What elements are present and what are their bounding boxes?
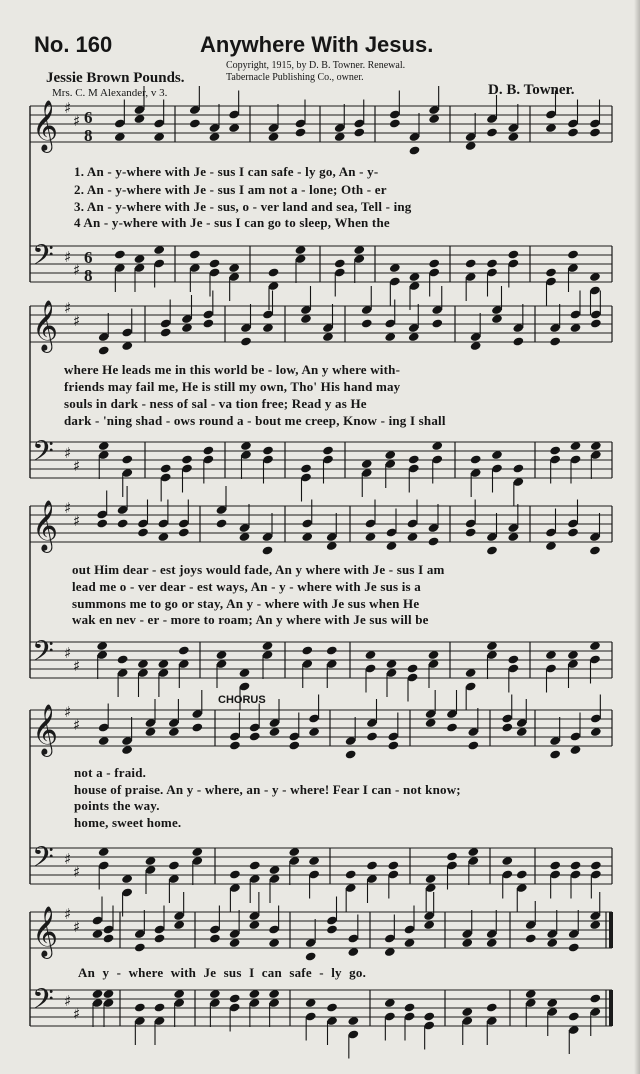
notehead (326, 1002, 338, 1012)
lyric-line: wak en nev - er - more to roam; An y where with Je sus will be (72, 612, 429, 627)
notehead (121, 454, 133, 464)
notehead (467, 740, 479, 750)
notehead (134, 942, 146, 952)
notehead (409, 145, 421, 155)
notehead (345, 869, 357, 879)
notehead (525, 933, 537, 943)
notehead (268, 267, 280, 277)
sharp-icon: ♯ (64, 299, 72, 317)
notehead (191, 722, 203, 732)
notehead (516, 869, 528, 879)
arranger-credit: Mrs. C. M Alexander, v 3. (52, 87, 168, 99)
notehead (549, 445, 561, 455)
bass-clef-icon: 𝄢 (32, 435, 54, 475)
sharp-icon: ♯ (64, 992, 72, 1010)
notehead (229, 869, 241, 879)
notehead (262, 545, 274, 555)
notehead (501, 722, 513, 732)
notehead (428, 258, 440, 268)
notehead (137, 527, 149, 537)
bass-clef-icon: 𝄢 (32, 635, 54, 675)
sharp-icon: ♯ (73, 261, 81, 279)
notehead (249, 860, 261, 870)
notehead (570, 860, 582, 870)
notehead (387, 740, 399, 750)
notehead (334, 258, 346, 268)
notehead (549, 336, 561, 346)
notehead (240, 336, 252, 346)
notehead (181, 454, 193, 464)
lyric-line: summons me to go or stay, An y - where with Je sus when He (72, 596, 420, 611)
lyric-line: out Him dear - est joys would fade, An y where with Je - sus I am (72, 562, 445, 577)
notehead (353, 127, 365, 137)
lyric-line: not a - fraid. (74, 765, 147, 780)
notehead (428, 536, 440, 546)
chorus-label: CHORUS (218, 694, 266, 706)
treble-clef-icon: 𝄞 (32, 704, 59, 755)
lyricist-credit: Jessie Brown Pounds. (46, 70, 185, 86)
treble-clef-icon: 𝄞 (32, 906, 59, 957)
lyric-line: dark - 'ning shad - ows round a - bout me creep, Know - ing I shall (64, 413, 446, 428)
final-barline (609, 912, 613, 948)
notehead (189, 249, 201, 259)
notehead (589, 545, 601, 555)
notehead (209, 258, 221, 268)
sharp-icon: ♯ (73, 657, 81, 675)
notehead (507, 249, 519, 259)
notehead (134, 1002, 146, 1012)
sharp-icon: ♯ (64, 248, 72, 266)
notehead (549, 860, 561, 870)
notehead (322, 445, 334, 455)
treble-clef-icon: 𝄞 (32, 500, 59, 551)
notehead (389, 118, 401, 128)
lyric-line: An y - where with Je sus I can safe - ly go. (78, 965, 367, 980)
notehead (512, 336, 524, 346)
notehead (178, 527, 190, 537)
publisher-note: Tabernacle Publishing Co., owner. (226, 72, 364, 83)
composer-credit: D. B. Towner. (488, 82, 575, 98)
notehead (288, 740, 300, 750)
lyric-line: souls in dark - ness of sal - va tion free; Read y as He (64, 396, 367, 411)
time-signature-denominator: 8 (84, 266, 93, 285)
sharp-icon: ♯ (64, 444, 72, 462)
lyric-line: where He leads me in this world be - low, An y where with- (64, 362, 401, 377)
notehead (262, 445, 274, 455)
notehead (589, 993, 601, 1003)
lyric-line: 4 An - y-where with Je - sus I can go to sleep, When the (74, 215, 390, 230)
notehead (189, 118, 201, 128)
notehead (470, 454, 482, 464)
notehead (98, 345, 110, 355)
notehead (387, 860, 399, 870)
notehead (178, 645, 190, 655)
sharp-icon: ♯ (73, 1005, 81, 1023)
notehead (446, 851, 458, 861)
treble-clef-icon: 𝄞 (32, 300, 59, 351)
sharp-icon: ♯ (73, 863, 81, 881)
sharp-icon: ♯ (73, 312, 81, 330)
treble-clef-icon: 𝄞 (32, 100, 59, 151)
notehead (486, 258, 498, 268)
lyric-line: 2. An - y-where with Je - sus I am not a - lone; Oth - er (74, 182, 387, 197)
notehead (589, 127, 601, 137)
lyric-line: home, sweet home. (74, 815, 182, 830)
notehead (160, 463, 172, 473)
notehead (568, 1011, 580, 1021)
notehead (408, 454, 420, 464)
hymn-title: Anywhere With Jesus. (200, 32, 434, 57)
lyric-line: 1. An - y-where with Je - sus I can safe - ly go, An - y- (74, 164, 379, 179)
sharp-icon: ♯ (73, 716, 81, 734)
notehead (486, 127, 498, 137)
sharp-icon: ♯ (64, 850, 72, 868)
notehead (96, 518, 108, 528)
notehead (407, 663, 419, 673)
notehead (168, 860, 180, 870)
lyric-line: house of praise. An y - where, an - y - where! Fear I can - not know; (74, 782, 461, 797)
notehead (154, 1002, 166, 1012)
notehead (229, 740, 241, 750)
notehead (103, 933, 115, 943)
notehead (154, 933, 166, 943)
notehead (431, 318, 443, 328)
notehead (486, 1002, 498, 1012)
lyric-line: points the way. (74, 798, 160, 813)
sharp-icon: ♯ (64, 905, 72, 923)
lyric-line: friends may fail me, He is still my own, Tho' His hand may (64, 379, 401, 394)
notehead (202, 318, 214, 328)
notehead (404, 1002, 416, 1012)
notehead (249, 731, 261, 741)
bass-clef-icon: 𝄢 (32, 983, 54, 1023)
notehead (590, 860, 602, 870)
notehead (549, 749, 561, 759)
sharp-icon: ♯ (73, 112, 81, 130)
sharp-icon: ♯ (64, 499, 72, 517)
lyric-line: 3. An - y-where with Je - sus, o - ver land and sea, Tell - ing (74, 199, 412, 214)
notehead (545, 267, 557, 277)
notehead (465, 527, 477, 537)
notehead (568, 942, 580, 952)
notehead (567, 249, 579, 259)
copyright-note: Copyright, 1915, by D. B. Towner. Renewal. (226, 60, 406, 71)
notehead (507, 654, 519, 664)
lyric-line: lead me o - ver dear - est ways, An - y - where with Je sus is a (72, 579, 421, 594)
sharp-icon: ♯ (64, 644, 72, 662)
sharp-icon: ♯ (73, 918, 81, 936)
page-edge (634, 0, 640, 1074)
notehead (465, 258, 477, 268)
sharp-icon: ♯ (64, 99, 72, 117)
time-signature-denominator: 8 (84, 126, 93, 145)
notehead (305, 951, 317, 961)
sharp-icon: ♯ (73, 457, 81, 475)
notehead (567, 527, 579, 537)
notehead (446, 722, 458, 732)
notehead (160, 327, 172, 337)
notehead (567, 127, 579, 137)
time-signature-numerator: 6 (84, 108, 93, 127)
final-barline (609, 990, 613, 1026)
sharp-icon: ♯ (73, 512, 81, 530)
notehead (512, 463, 524, 473)
notehead (326, 645, 338, 655)
notehead (209, 933, 221, 943)
notehead (345, 749, 357, 759)
notehead (361, 318, 373, 328)
notehead (114, 249, 126, 259)
notehead (366, 860, 378, 870)
notehead (117, 654, 129, 664)
bass-clef-icon: 𝄢 (32, 841, 54, 881)
notehead (300, 463, 312, 473)
hymn-number: No. 160 (34, 32, 113, 57)
notehead (229, 993, 241, 1003)
notehead (301, 645, 313, 655)
notehead (366, 731, 378, 741)
notehead (216, 518, 228, 528)
sharp-icon: ♯ (64, 703, 72, 721)
notehead (486, 545, 498, 555)
bass-clef-icon: 𝄢 (32, 239, 54, 279)
notehead (326, 924, 338, 934)
notehead (295, 127, 307, 137)
notehead (590, 318, 602, 328)
notehead (202, 445, 214, 455)
notehead (423, 1011, 435, 1021)
time-signature-numerator: 6 (84, 248, 93, 267)
notehead (117, 518, 129, 528)
